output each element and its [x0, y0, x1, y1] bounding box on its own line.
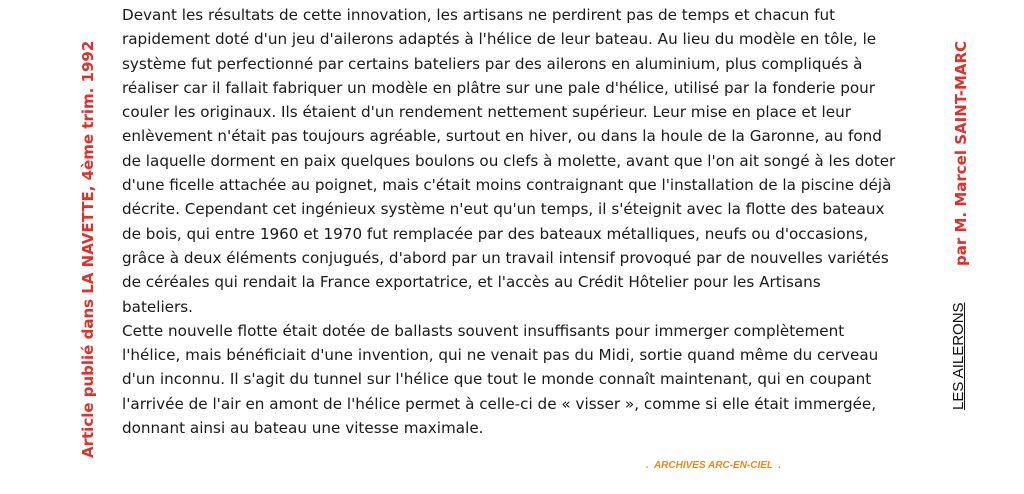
- article-line: l'hélice, mais bénéficiait d'une invention, qui ne venait pas du Midi, sortie quand même du cerveau: [122, 346, 879, 365]
- article-line: d'une ficelle attachée au poignet, mais c'était moins contraignant que l'installation de la piscine déjà: [122, 176, 892, 195]
- article-line: bateliers.: [122, 297, 194, 316]
- article-line: l'arrivée de l'air en amont de l'hélice permet à celle-ci de « visser », comme si elle était immergée,: [122, 394, 877, 413]
- article-line: donnant ainsi au bateau une vitesse maximale.: [122, 419, 484, 438]
- article-line: Devant les résultats de cette innovation, les artisans ne perdirent pas de temps et chacun fut: [122, 6, 836, 24]
- article-line: enlèvement n'était pas toujours agréable, surtout en hiver, ou dans la houle de la Garonne, au fond: [122, 127, 882, 146]
- article-line: Cette nouvelle flotte était dotée de ballasts souvent insuffisants pour immerger complètement: [122, 321, 845, 340]
- article-line: couler les originaux. Ils étaient d'un rendement nettement supérieur. Leur mise en place et leur: [122, 103, 851, 122]
- article-line: de céréales qui rendait la France exportatrice, et l'accès au Crédit Hôtelier pour les Artisans: [122, 273, 821, 292]
- article-line: de bois, qui entre 1960 et 1970 fut remplacée par des bateaux métalliques, neufs ou d'occasions,: [122, 224, 869, 243]
- publication-source-label: Article publié dans LA NAVETTE, 4ème trim. 1992: [79, 40, 97, 458]
- archives-credit: . ARCHIVES ARC-EN-CIEL .: [646, 460, 782, 471]
- article-line: grâce à deux éléments conjugués, d'abord par un travail intensif provoqué par de nouvelles variétés: [122, 248, 889, 267]
- article-body: [122, 3, 922, 440]
- article-line: d'un inconnu. Il s'agit du tunnel sur l'hélice que tout le monde connaît maintenant, qui en coupant: [122, 370, 872, 389]
- article-title: LES AILERONS: [950, 302, 967, 410]
- article-line: réaliser car il fallait fabriquer un modèle en plâtre sur une pale d'hélice, utilisé par la fonderie pour: [122, 78, 876, 97]
- article-line: de laquelle dorment en paix quelques boulons ou clefs à molette, avant que l'on ait songé à les doter: [122, 151, 896, 170]
- article-line: décrite. Cependant cet ingénieux système n'eut qu'un temps, il s'éteignit avec la flotte des bateaux: [122, 200, 885, 219]
- article-line: système fut perfectionné par certains bateliers par des ailerons en aluminium, plus compliqués à: [122, 54, 863, 73]
- article-line: rapidement doté d'un jeu d'ailerons adaptés à l'hélice de leur bateau. Au lieu du modèle en tôle, le: [122, 30, 877, 49]
- author-label: par M. Marcel SAINT-MARC: [952, 40, 970, 266]
